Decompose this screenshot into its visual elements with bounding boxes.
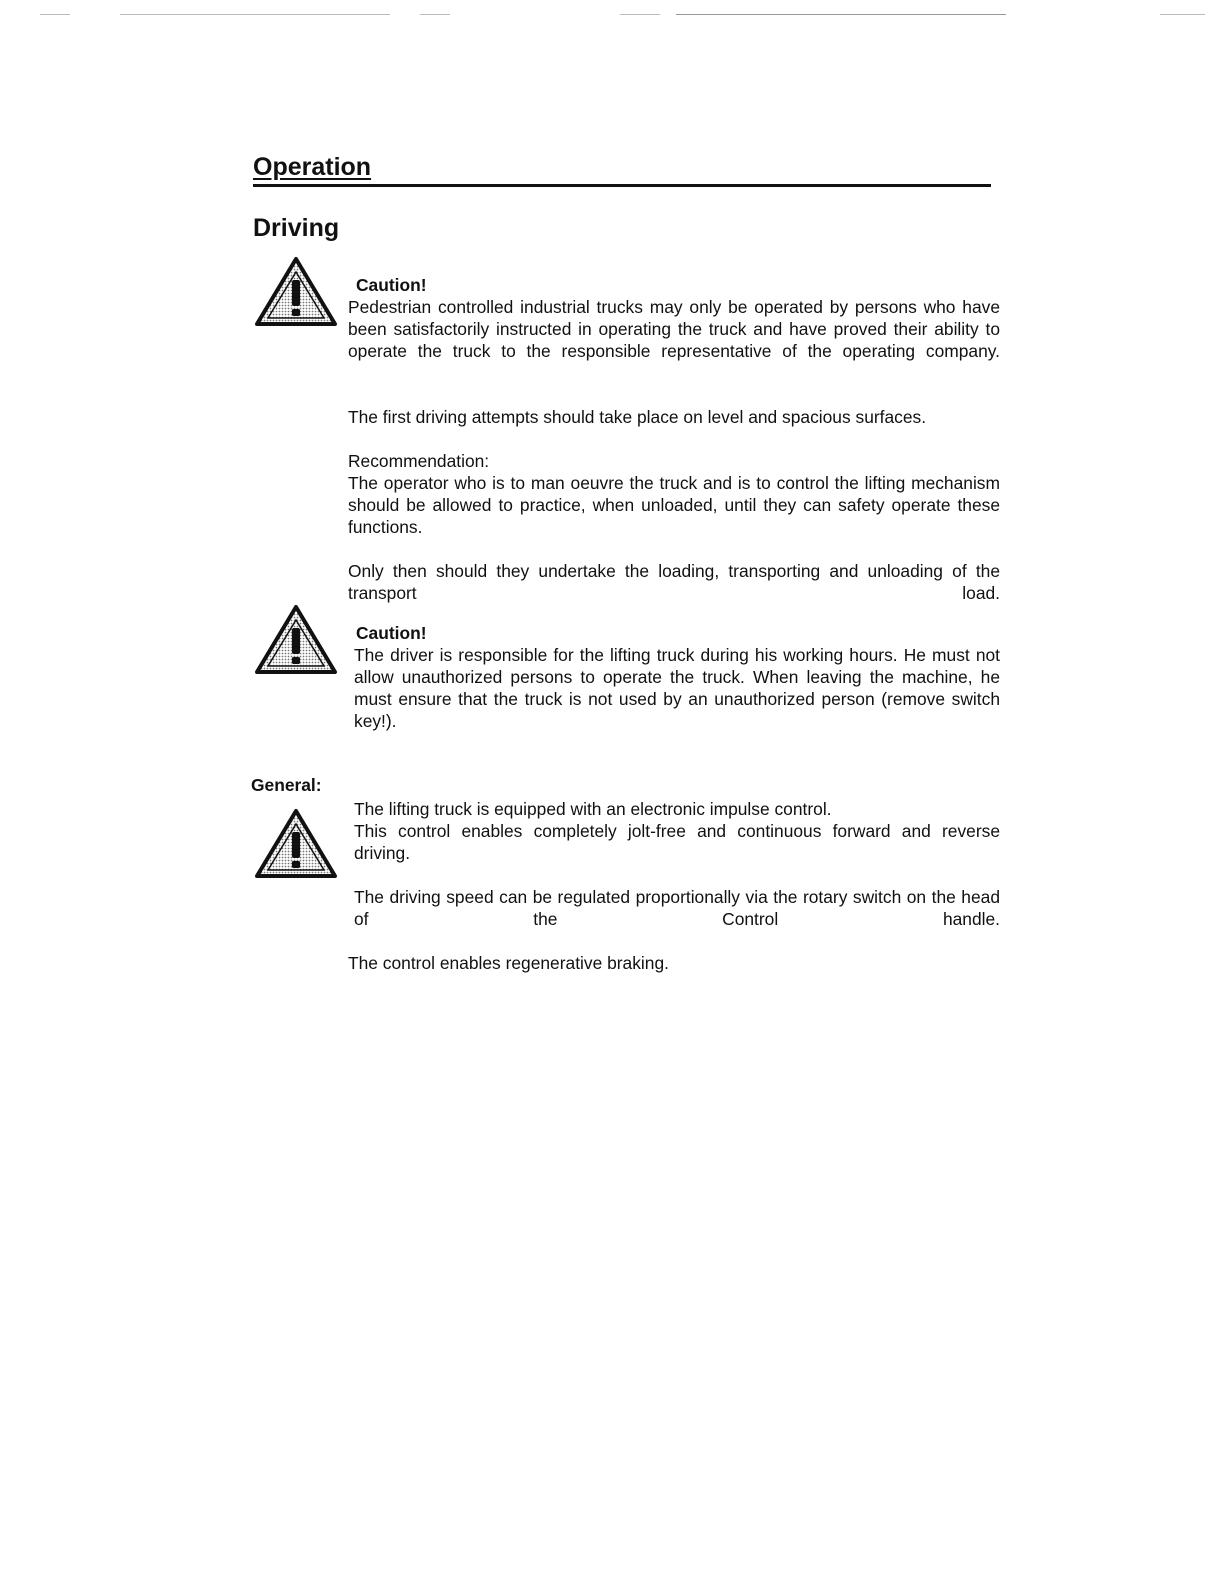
general-label: General:: [251, 775, 322, 795]
caution-block-1: [348, 274, 1000, 626]
general-block: [348, 798, 1000, 974]
warning-triangle-icon: [254, 808, 338, 880]
general-text-3: The driving speed can be regulated proportionally via the rotary switch on the head of the Control handle.: [354, 887, 1000, 929]
caution-block-2: [348, 622, 1000, 754]
section-title: Operation: [253, 152, 991, 187]
caution-heading: Caution!: [356, 275, 427, 295]
recommendation-text-2: Only then should they undertake the loading, transporting and unloading of the transport load.: [348, 561, 1000, 603]
scan-artifact-line: [0, 14, 1222, 24]
recommendation-label: Recommendation:: [348, 451, 490, 471]
caution-text: The driver is responsible for the lifting truck during his working hours. He must not allow unauthorized persons to operate the truck. When leaving the machine, he must ensure that the truck is not used by an unauthorized person (remove switch key!).: [354, 645, 1000, 731]
warning-triangle-icon: [254, 256, 338, 328]
caution-heading: Caution!: [356, 623, 427, 643]
warning-triangle-icon: [254, 604, 338, 676]
general-text-2: This control enables completely jolt-free and continuous forward and reverse driving.: [354, 821, 1000, 863]
caution-text: Pedestrian controlled industrial trucks may only be operated by persons who have been satisfactorily instructed in operating the truck and have proved their ability to operate the truck to the responsible representative of the operating company.: [348, 297, 1000, 361]
first-attempts-text: The first driving attempts should take place on level and spacious surfaces.: [348, 407, 927, 427]
general-text-1: The lifting truck is equipped with an electronic impulse control.: [354, 799, 832, 819]
recommendation-text: The operator who is to man oeuvre the truck and is to control the lifting mechanism should be allowed to practice, when unloaded, until they can safety operate these functions.: [348, 473, 1000, 537]
subsection-title: Driving: [253, 214, 340, 242]
general-text-4: The control enables regenerative braking.: [348, 953, 669, 973]
